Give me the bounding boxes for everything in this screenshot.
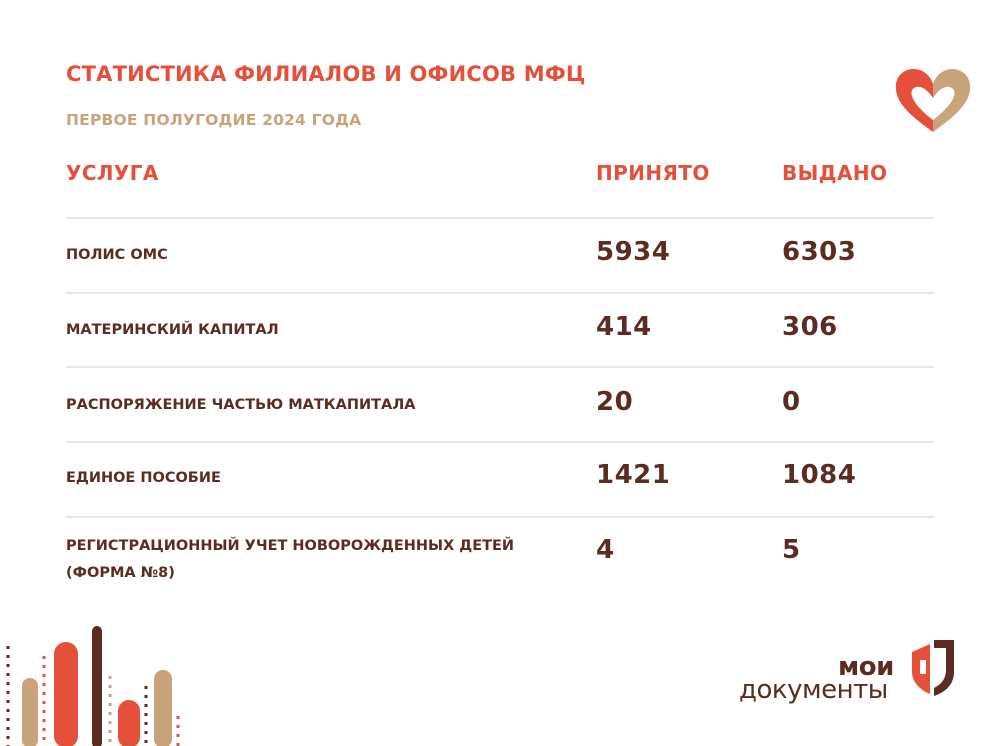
row-issued-value: 0 xyxy=(782,387,801,417)
table-divider xyxy=(66,366,934,368)
row-accepted-value: 5934 xyxy=(596,237,671,267)
row-accepted-value: 4 xyxy=(596,535,615,565)
row-service-label: ПОЛИС ОМС xyxy=(66,247,168,263)
table-divider xyxy=(66,516,934,518)
row-service-label-line2: (ФОРМА №8) xyxy=(66,565,175,581)
column-header-service: УСЛУГА xyxy=(66,161,159,185)
column-header-accepted: ПРИНЯТО xyxy=(596,161,710,185)
table-divider xyxy=(66,441,934,443)
row-service-label: МАТЕРИНСКИЙ КАПИТАЛ xyxy=(66,322,279,338)
table-divider xyxy=(66,292,934,294)
brand-name-line1: мои xyxy=(838,652,894,682)
page-subtitle: ПЕРВОЕ ПОЛУГОДИЕ 2024 ГОДА xyxy=(66,111,362,129)
page-title: СТАТИСТИКА ФИЛИАЛОВ И ОФИСОВ МФЦ xyxy=(66,62,586,86)
row-issued-value: 5 xyxy=(782,535,801,565)
row-accepted-value: 1421 xyxy=(596,460,671,490)
row-issued-value: 6303 xyxy=(782,237,857,267)
row-accepted-value: 20 xyxy=(596,387,634,417)
row-accepted-value: 414 xyxy=(596,312,652,342)
heart-logo-icon xyxy=(890,64,976,134)
row-issued-value: 1084 xyxy=(782,460,857,490)
table-divider xyxy=(66,217,934,219)
row-issued-value: 306 xyxy=(782,312,838,342)
row-service-label: РАСПОРЯЖЕНИЕ ЧАСТЬЮ МАТКАПИТАЛА xyxy=(66,397,416,413)
brand-name-line2: документы xyxy=(739,675,888,705)
row-service-label: ЕДИНОЕ ПОСОБИЕ xyxy=(66,470,221,486)
decorative-bars-icon xyxy=(0,620,190,746)
row-service-label: РЕГИСТРАЦИОННЫЙ УЧЕТ НОВОРОЖДЕННЫХ ДЕТЕЙ xyxy=(66,538,515,554)
column-header-issued: ВЫДАНО xyxy=(782,161,888,185)
moi-dokumenty-emblem-icon xyxy=(908,638,958,698)
